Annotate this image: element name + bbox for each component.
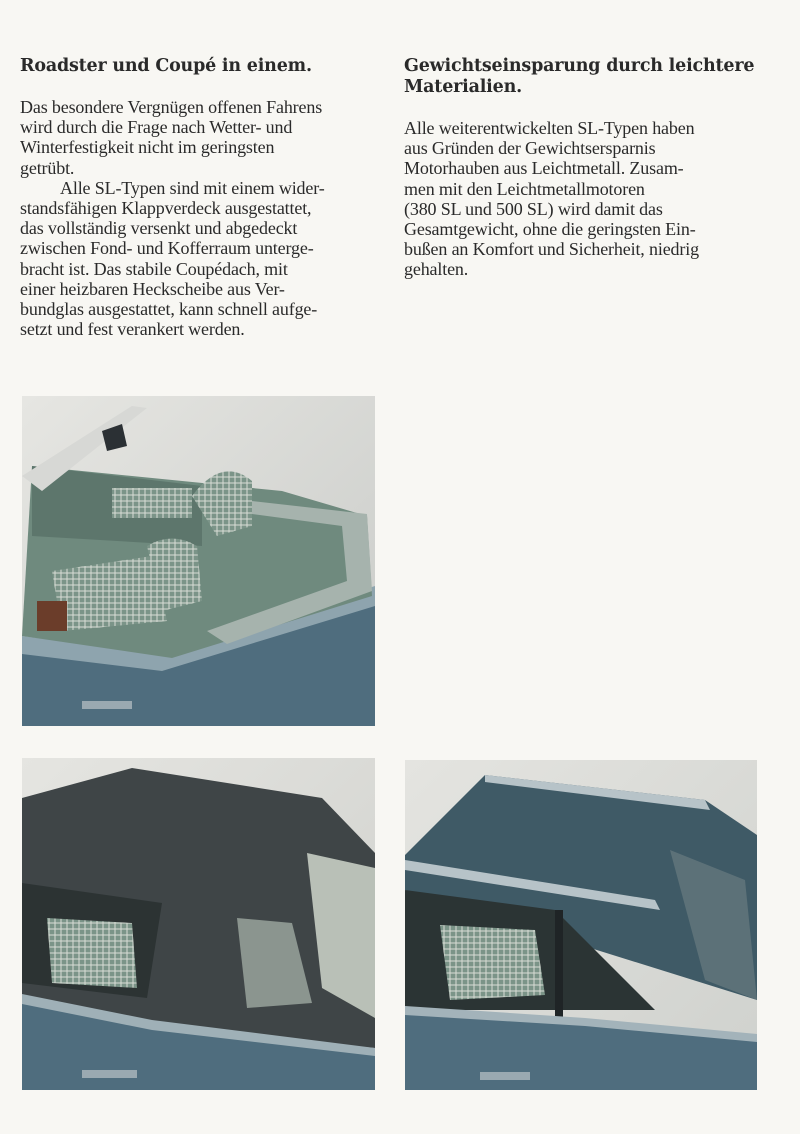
- right-column: [404, 56, 774, 280]
- left-column: [20, 56, 385, 339]
- photo-soft-top: [22, 758, 375, 1090]
- right-heading: Gewichtseinsparung durch leichtere Materialien.: [404, 56, 755, 97]
- photo-open-roadster: [22, 396, 375, 726]
- right-paragraph-1: Alle weiterentwickelten SL-Typen haben aus Gründen der Gewichtsersparnis Motorhauben aus Leichtmetall. Zusam- men mit den Leichtmetallmotoren (380 SL und 500 SL) wird damit das Gesamtgewicht, ohne die geringsten Ein- bußen an Komfort und Sicherheit, niedrig gehalten.: [404, 118, 699, 280]
- left-paragraph-2: Alle SL-Typen sind mit einem wider- standsfähigen Klappverdeck ausgestattet, das vollständig versenkt und abgedeckt zwischen Fond- und Kofferraum unterge- bracht ist. Das stabile Coupédach, mit einer heizbaren Heckscheibe aus Ver- bundglas ausgestattet, kann schnell aufge- setzt und fest verankert werden.: [20, 177, 325, 340]
- left-paragraph-1: Das besondere Vergnügen offenen Fahrens wird durch die Frage nach Wetter- und Winterfestigkeit nicht im geringsten getrübt.: [20, 97, 323, 178]
- left-heading: Roadster und Coupé in einem.: [20, 56, 312, 76]
- photo-hard-top: [405, 760, 757, 1090]
